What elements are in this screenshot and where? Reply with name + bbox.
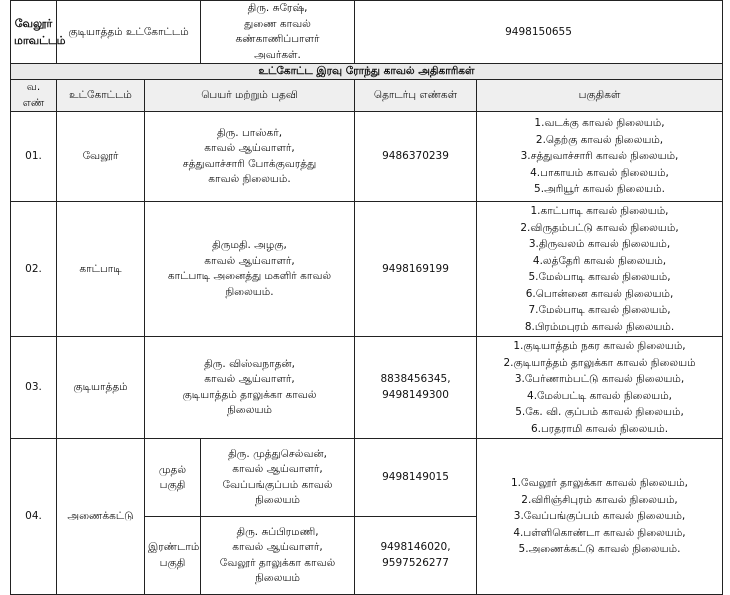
officer-line: நிலையம் (227, 404, 272, 416)
area-item: 6.பொன்னை காவல் நிலையம், (525, 287, 674, 300)
area-item: 4.லத்தேரி காவல் நிலையம், (532, 254, 667, 267)
district-label: வேலூர் மாவட்டம் (14, 17, 66, 47)
top-officer-line: அவர்கள். (254, 48, 301, 61)
area-item: 7.மேல்பாடி காவல் நிலையம், (528, 304, 671, 316)
officer-line: காவல் ஆய்வாளர், (204, 254, 295, 267)
row-phone (355, 439, 477, 517)
area-item: 6.பரதராமி காவல் நிலையம். (530, 422, 669, 435)
area-item: 1.வடக்கு காவல் நிலையம், (534, 117, 665, 130)
officer-line: வேலூர் தாலுக்கா காவல் (219, 556, 336, 569)
section-title: உட்கோட்ட இரவு ரோந்து காவல் அதிகாரிகள் (11, 64, 723, 80)
header-row (11, 80, 723, 112)
header-phone: தொடர்பு எண்கள் (355, 80, 477, 112)
table-row (11, 202, 723, 337)
row-phone (355, 112, 477, 202)
header-name: பெயர் மற்றும் பதவி (145, 80, 355, 112)
officer-line: காவல் ஆய்வாளர், (232, 463, 323, 475)
row-subdivision: வேலூர் (57, 112, 145, 202)
area-item: 4.மேல்பட்டி காவல் நிலையம், (527, 389, 672, 402)
header-sno-line: வ. (26, 81, 41, 93)
phone-line: 9498149015 (382, 471, 449, 483)
officer-line: திரு. பாஸ்கர், (216, 126, 283, 139)
officer-line: குடியாத்தம் தாலுக்கா காவல் (182, 388, 317, 401)
phone-line: 9498169199 (382, 262, 449, 275)
header-subdivision: உட்கோட்டம் (57, 80, 145, 112)
top-phone: 9498150655 (505, 25, 572, 38)
table-row (11, 337, 723, 439)
row-sno: 01. (11, 112, 57, 202)
row-officer (201, 517, 355, 595)
row-subdivision: அணைக்கட்டு (57, 439, 145, 595)
row-subdivision: காட்பாடி (57, 202, 145, 337)
officer-line: சத்துவாச்சாரி போக்குவரத்து (182, 157, 317, 170)
area-item: 3.வேப்பங்குப்பம் காவல் நிலையம், (513, 510, 686, 523)
row-phone (355, 517, 477, 595)
officer-line: காவல் ஆய்வாளர், (232, 541, 323, 553)
part-label-line: பகுதி (159, 556, 186, 569)
top-phone-cell (355, 1, 723, 64)
phone-line: 9498149300 (382, 388, 449, 401)
row-officer (145, 202, 355, 337)
night-patrol-table (10, 0, 723, 595)
area-item: 8.பிரம்மபுரம் காவல் நிலையம். (524, 320, 675, 333)
row-sno: 02. (11, 202, 57, 337)
district-cell (11, 1, 66, 64)
row-areas (477, 337, 723, 439)
officer-line: நிலையம். (225, 285, 274, 298)
part-label-line: இரண்டாம் (148, 541, 200, 553)
phone-line: 9486370239 (382, 150, 449, 162)
row-sno: 04. (11, 439, 57, 595)
area-item: 3.பேர்ணாம்பட்டு காவல் நிலையம், (514, 373, 685, 385)
area-item: 4.பள்ளிகொண்டா காவல் நிலையம், (513, 526, 686, 539)
officer-line: திரு. முத்துசெல்வன், (228, 447, 327, 460)
row-sno: 03. (11, 337, 57, 439)
row-officer (145, 337, 355, 439)
area-item: 5.மேல்பாடி காவல் நிலையம், (528, 271, 671, 283)
row-officer (201, 439, 355, 517)
area-item: 1.காட்பாடி காவல் நிலையம், (530, 205, 669, 217)
top-officer-line: துணை காவல் கண்காணிப்பாளர் (235, 17, 320, 45)
header-sno (11, 80, 57, 112)
area-item: 2.தெற்கு காவல் நிலையம், (535, 133, 664, 146)
officer-line: காவல் நிலையம். (208, 173, 291, 185)
part-label (145, 517, 201, 595)
officer-line: திருமதி. அழகு, (212, 239, 287, 251)
officer-line: காவல் ஆய்வாளர், (204, 373, 295, 385)
officer-line: நிலையம் (255, 572, 300, 584)
officer-line: திரு. விஸ்வநாதன், (204, 357, 295, 370)
top-officer-line: திரு. சுரேஷ், (247, 2, 308, 14)
officer-line: காட்பாடி அனைத்து மகளிர் காவல் (167, 270, 332, 282)
phone-line: 9597526277 (382, 556, 449, 569)
area-item: 3.சத்துவாச்சாரி காவல் நிலையம், (520, 150, 679, 163)
area-item: 5.அணைக்கட்டு காவல் நிலையம். (518, 543, 681, 556)
row-phone (355, 202, 477, 337)
area-item: 1.வேலூர் தாலுக்கா காவல் நிலையம், (510, 477, 689, 490)
section-title-row (11, 64, 723, 80)
district-row (11, 1, 723, 64)
area-item: 3.திருவலம் காவல் நிலையம், (528, 238, 671, 250)
header-sno-line: எண் (22, 96, 45, 109)
top-subdivision-cell (57, 1, 201, 64)
phone-line: 9498146020, (380, 541, 451, 553)
area-item: 2.விருதம்பட்டு காவல் நிலையம், (520, 221, 679, 234)
area-item: 1.குடியாத்தம் நகர காவல் நிலையம், (513, 340, 686, 352)
table-row (11, 112, 723, 202)
area-item: 2.குடியாத்தம் தாலுக்கா காவல் நிலையம் (503, 356, 696, 369)
officer-line: திரு. சுப்பிரமணி, (236, 525, 319, 538)
part-label (145, 439, 201, 517)
area-item: 5.அரியூர் காவல் நிலையம். (534, 183, 665, 196)
row-subdivision: குடியாத்தம் (57, 337, 145, 439)
phone-line: 8838456345, (380, 373, 451, 385)
officer-line: நிலையம் (255, 494, 300, 506)
table-row (11, 439, 723, 517)
area-item: 2.விரிஞ்சிபுரம் காவல் நிலையம், (521, 493, 678, 506)
officer-line: வேப்பங்குப்பம் காவல் (222, 478, 333, 491)
row-areas (477, 439, 723, 595)
top-officer-cell (201, 1, 355, 64)
top-subdivision-label: குடியாத்தம் உட்கோட்டம் (68, 25, 189, 38)
officer-line: காவல் ஆய்வாளர், (204, 142, 295, 154)
area-item: 4.பாகாயம் காவல் நிலையம், (530, 166, 669, 179)
part-label-line: முதல் பகுதி (158, 463, 187, 491)
area-item: 5.கே. வி. குப்பம் காவல் நிலையம், (515, 406, 684, 418)
row-officer (145, 112, 355, 202)
header-areas: பகுதிகள் (477, 80, 723, 112)
row-areas (477, 202, 723, 337)
row-areas (477, 112, 723, 202)
row-phone (355, 337, 477, 439)
